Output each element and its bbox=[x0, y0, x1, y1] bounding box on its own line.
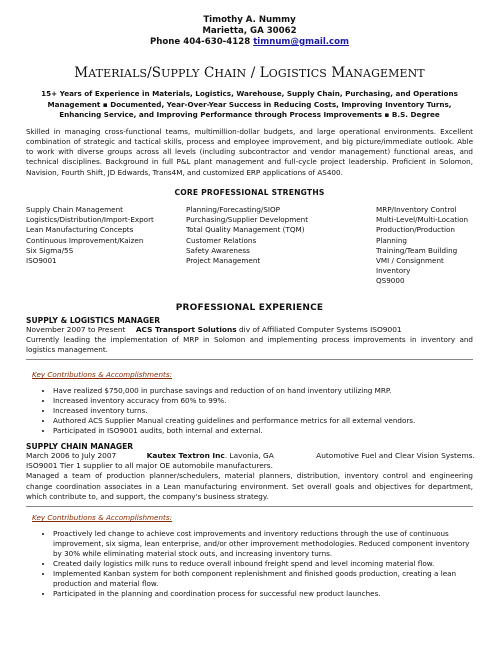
job-company: ACS Transport Solutions bbox=[135, 324, 237, 334]
list-item: • Authored ACS Supplier Manual creating guidelines and performance metrics for all external vendors. bbox=[53, 416, 473, 426]
strength-item: Project Management bbox=[186, 256, 261, 265]
job-subline: ISO9001 Tier 1 supplier to all major OE automobile manufacturers. bbox=[26, 461, 273, 471]
list-item: • Created daily logistics milk runs to reduce overall inbound freight spend and level incoming material flow. bbox=[53, 559, 473, 569]
summary-highlight-line: Enhancing Service, and Improving Performance through Process Improvements ▪ B.S. Degree bbox=[59, 110, 440, 119]
strength-item: Supply Chain Management bbox=[26, 204, 123, 214]
contact-name: Timothy A. Nummy bbox=[203, 15, 296, 25]
contact-header bbox=[26, 15, 473, 48]
strength-item: Logistics/Distribution/Import-Export bbox=[26, 215, 154, 225]
resume-page bbox=[0, 15, 493, 647]
summary-highlight-line: Management ▪ Documented, Year-Over-Year Success in Reducing Costs, Improving Inventory Turns, bbox=[47, 99, 452, 109]
strength-item: VMI / Consignment Inventory bbox=[376, 256, 444, 276]
summary-paragraph: Skilled in managing cross-functional teams, multimillion-dollar budgets, and large operational environments. Excellent combination of strategic and tactical skills, process and employee improvement, and big picture/immediate outlook. Able to work with diverse groups across all levels (including subcontractor and vendor management) functional areas, and technical disciplines. Background in full P&L plant management and full-cycle project leadership. Proficient in Solomon, Navision, Fourth Shift, JD Edwards, Trans4M, and customized ERP applications of AS400. bbox=[26, 126, 473, 177]
list-item: • Proactively led change to achieve cost improvements and inventory reductions through the use of continuous improvement, six sigma, lean enterprise, and/or other improvement methodologies. Reduced component inventory by 30% while eliminating material stock outs, and increasing inventory turns. bbox=[53, 529, 473, 559]
strengths-column-1 bbox=[26, 205, 186, 287]
strength-item: Customer Relations bbox=[186, 235, 257, 245]
strengths-column-2 bbox=[186, 205, 376, 287]
strength-item: Multi-Level/Multi-Location bbox=[376, 215, 469, 225]
strength-item: Purchasing/Supplier Development bbox=[186, 215, 309, 225]
contributions-label: Key Contributions & Accomplishments: bbox=[32, 370, 173, 380]
accomplishments-list bbox=[26, 529, 473, 599]
job-industry: Automotive Fuel and Clear Vision Systems. bbox=[316, 451, 475, 461]
list-item: • Have realized $750,000 in purchase savings and reduction of on hand inventory utilizing MRP. bbox=[53, 386, 473, 396]
strength-item: MRP/Inventory Control bbox=[376, 204, 457, 214]
job-title: SUPPLY & LOGISTICS MANAGER bbox=[26, 315, 161, 325]
contributions-label: Key Contributions & Accomplishments: bbox=[32, 513, 173, 523]
list-item: • Participated in ISO9001 audits, both internal and external. bbox=[53, 426, 473, 436]
contact-email-link[interactable]: timnum@gmail.com bbox=[253, 37, 349, 47]
summary-highlights bbox=[26, 89, 473, 121]
contact-phone: Phone 404-630-4128 bbox=[149, 37, 251, 47]
job-dates-company bbox=[26, 451, 473, 461]
strengths-list bbox=[26, 205, 473, 287]
job-description: Managed a team of production planner/schedulers, material planners, distribution, inventory control and engineering change coordination associates in a Lean manufacturing environment. Set overall goals and objectives for department, which contribute to, and support, the company's business strategy. bbox=[26, 471, 473, 501]
strengths-column-3 bbox=[376, 205, 473, 287]
job-title: SUPPLY CHAIN MANAGER bbox=[26, 442, 134, 452]
strength-item: Total Quality Management (TQM) bbox=[186, 225, 305, 235]
job-dates: March 2006 to July 2007 bbox=[26, 451, 117, 461]
list-item: • Increased inventory accuracy from 60% to 99%. bbox=[53, 396, 473, 406]
job-location: . Lavonia, GA bbox=[224, 451, 274, 461]
job-company-desc: div of Affiliated Computer Systems ISO9001 bbox=[236, 324, 402, 334]
strength-item: Safety Awareness bbox=[186, 245, 250, 255]
strength-item: Training/Team Building bbox=[376, 245, 458, 255]
summary-highlight-line: 15+ Years of Experience in Materials, Logistics, Warehouse, Supply Chain, Purchasing, and Operations bbox=[41, 89, 458, 98]
job-dates: November 2007 to Present bbox=[26, 324, 126, 334]
experience-heading: PROFESSIONAL EXPERIENCE bbox=[175, 302, 324, 313]
strength-item: Planning/Forecasting/SIOP bbox=[186, 204, 281, 214]
strength-item: Six Sigma/5S bbox=[26, 245, 74, 255]
list-item: • Participated in the planning and coordination process for successful new product launches. bbox=[53, 589, 473, 599]
strength-item: Production/Production Planning bbox=[376, 225, 455, 245]
strength-item: Lean Manufacturing Concepts bbox=[26, 225, 134, 235]
contact-city: Marietta, GA 30062 bbox=[202, 26, 297, 36]
strength-item: Continuous Improvement/Kaizen bbox=[26, 235, 144, 245]
job-description: Currently leading the implementation of MRP in Solomon and implementing process improvements in inventory and logistics management. bbox=[26, 334, 473, 354]
accomplishments-list bbox=[26, 386, 473, 436]
strength-item: QS9000 bbox=[376, 276, 405, 286]
strength-item: ISO9001 bbox=[26, 256, 57, 265]
job-company: Kautex Textron Inc bbox=[146, 451, 225, 461]
list-item: • Increased inventory turns. bbox=[53, 406, 473, 416]
contact-phone-line bbox=[26, 37, 473, 48]
list-item: • Implemented Kanban system for both component replenishment and finished goods production, creating a lean production and material flow. bbox=[53, 569, 473, 589]
strengths-heading: CORE PROFESSIONAL STRENGTHS bbox=[174, 187, 325, 197]
job-dates-company bbox=[26, 325, 473, 335]
divider bbox=[26, 506, 473, 507]
resume-headline: MATERIALS/SUPPLY CHAIN / LOGISTICS MANAGEMENT bbox=[74, 65, 425, 81]
divider bbox=[26, 359, 473, 360]
